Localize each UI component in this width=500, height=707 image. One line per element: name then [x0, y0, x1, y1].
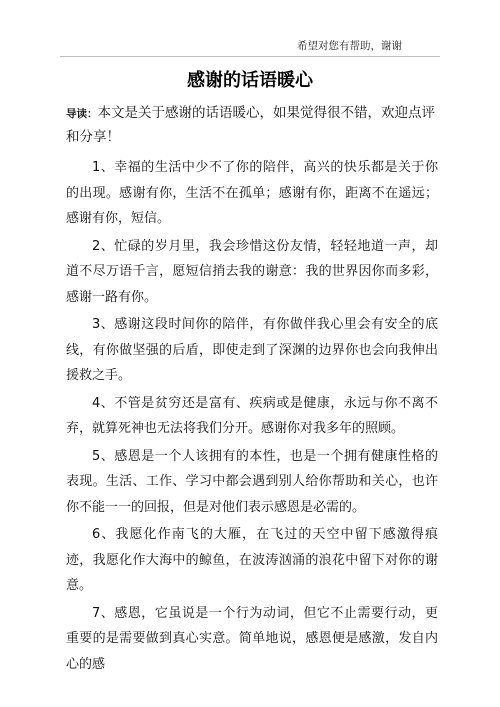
- header-note: 希望对您有帮助，谢谢: [297, 40, 402, 52]
- paragraph-3: 3、感谢这段时间你的陪伴，有你做伴我心里会有安全的底线，有你做坚强的后盾，即使走到了深渊的边界你也会向我伸出援救之手。: [66, 317, 438, 383]
- intro-paragraph: [66, 102, 438, 149]
- paragraph-7: 7、感恩，它虽说是一个行为动词，但它不止需要行动，更重要的是需要做到真心实意。简单地说，感恩便是感激，发自内心的感: [66, 605, 438, 672]
- header-divider: [60, 56, 440, 57]
- paragraph-6: 6、我愿化作南飞的大雁，在飞过的天空中留下感激得痕迹，我愿化作大海中的鲸鱼，在波涛汹涌的浪花中留下对你的谢意。: [66, 527, 438, 593]
- paragraph-1: 1、幸福的生活中少不了你的陪伴，高兴的快乐都是关于你的出现。感谢有你，生活不在孤单；感谢有你，距离不在遥远；感谢有你，短信。: [66, 160, 438, 226]
- paragraph-5: 5、感恩是一个人该拥有的本性，也是一个拥有健康性格的表现。生活、工作、学习中都会遇到别人给你帮助和关心，也许你不能一一的回报，但是对他们表示感恩是必需的。: [66, 448, 438, 515]
- paragraph-2: 2、忙碌的岁月里，我会珍惜这份友情，轻轻地道一声，却道不尽万语千言，愿短信捎去我的谢意：我的世界因你而多彩，感谢一路有你。: [66, 238, 438, 305]
- intro-lead: 导读：: [66, 108, 98, 120]
- paragraph-4: 4、不管是贫穷还是富有、疾病或是健康，永远与你不离不弃，就算死神也无法将我们分开。感谢你对我多年的照顾。: [66, 395, 438, 436]
- document-title: 感谢的话语暖心: [187, 70, 313, 91]
- document-body: [66, 155, 438, 679]
- intro-text: 本文是关于感谢的话语暖心，如果觉得很不错，欢迎点评和分享！: [66, 105, 435, 145]
